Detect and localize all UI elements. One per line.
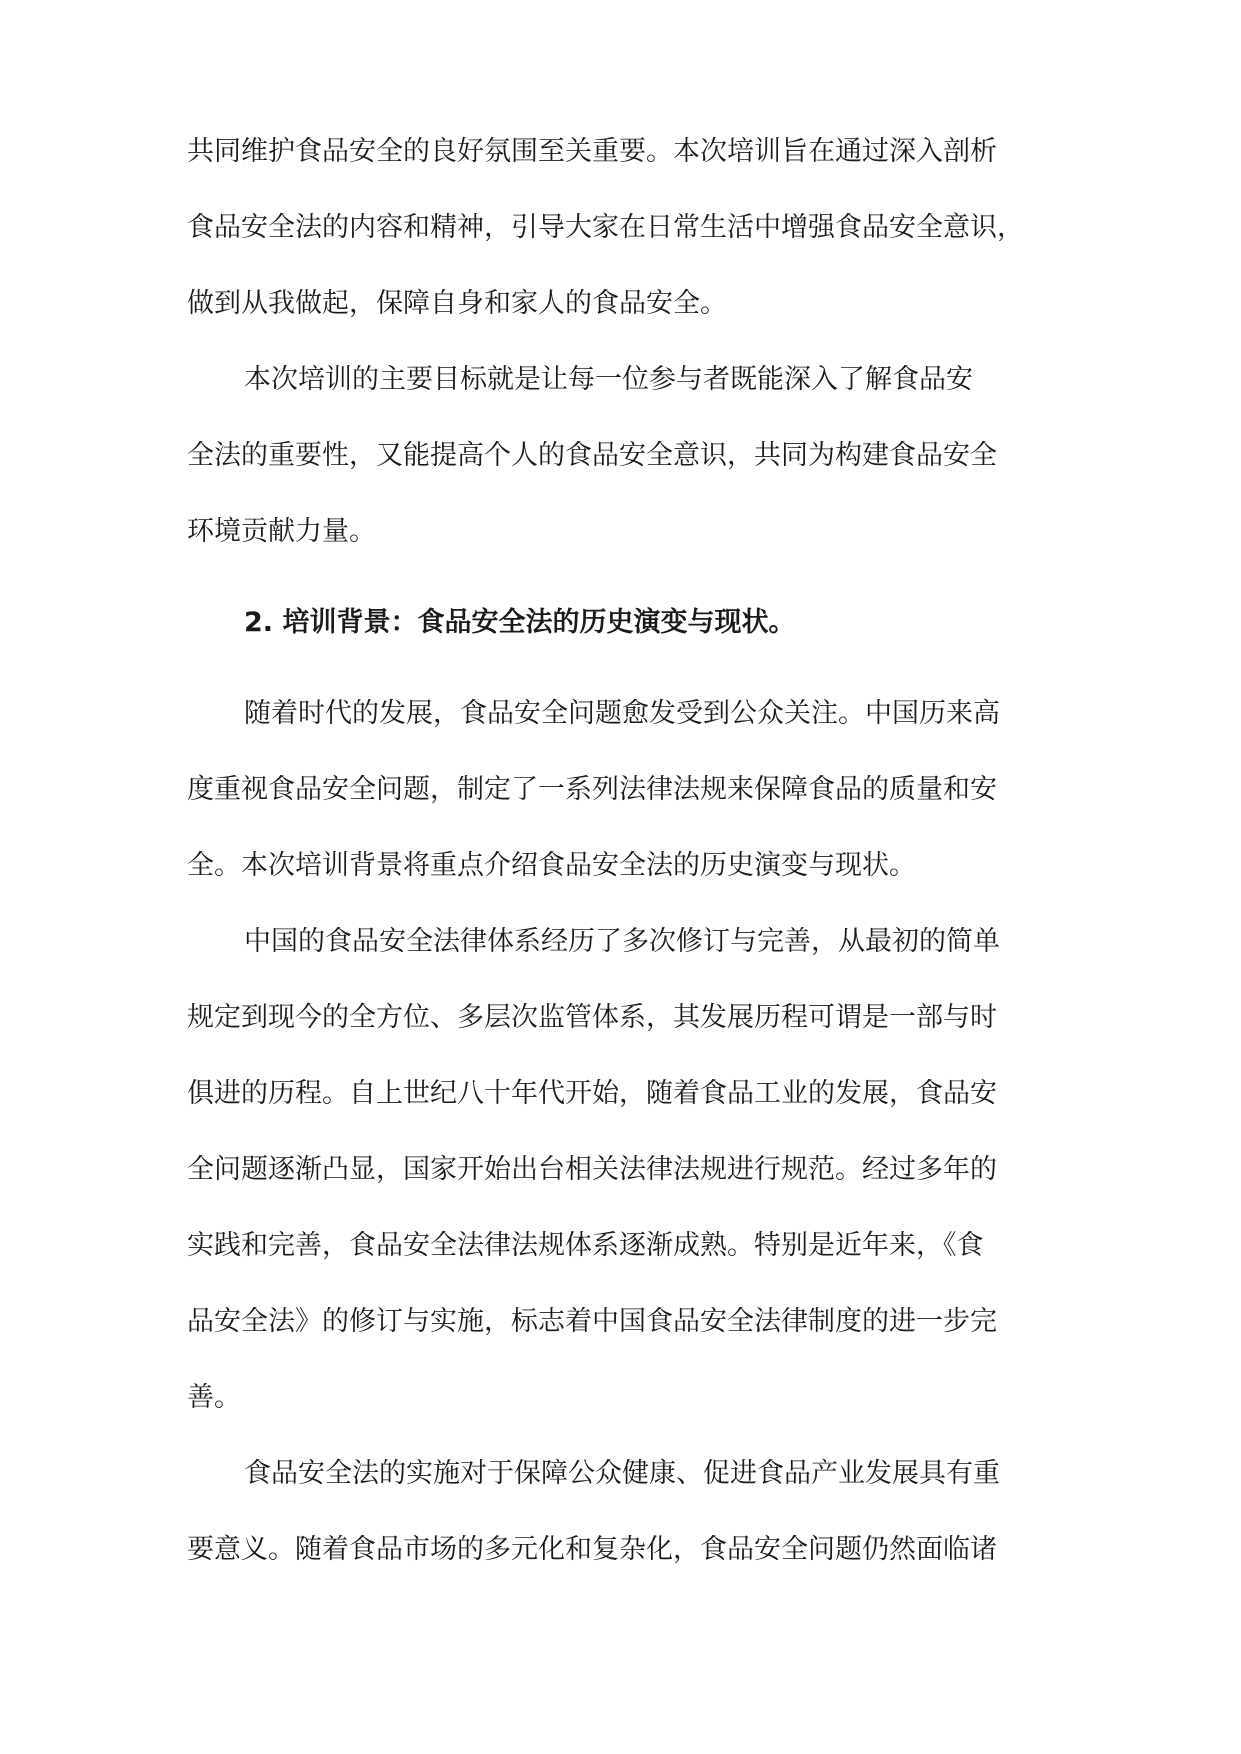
paragraph-line: 度重视食品安全问题，制定了一系列法律法规来保障食品的质量和安 — [187, 774, 997, 805]
paragraph-line: 本次培训的主要目标就是让每一位参与者既能深入了解食品安 — [244, 364, 973, 395]
paragraph-line: 实践和完善，食品安全法律法规体系逐渐成熟。特别是近年来，《食 — [187, 1230, 984, 1261]
paragraph-line: 善。 — [187, 1382, 241, 1413]
paragraph-line: 全法的重要性，又能提高个人的食品安全意识，共同为构建食品安全 — [187, 440, 997, 471]
paragraph-line: 食品安全法的实施对于保障公众健康、促进食品产业发展具有重 — [244, 1458, 1000, 1489]
paragraph-line: 俱进的历程。自上世纪八十年代开始，随着食品工业的发展，食品安 — [187, 1078, 997, 1109]
paragraph-line: 规定到现今的全方位、多层次监管体系，其发展历程可谓是一部与时 — [187, 1002, 997, 1033]
paragraph-line: 中国的食品安全法律体系经历了多次修订与完善，从最初的简单 — [244, 926, 1000, 957]
paragraph-line: 全问题逐渐凸显，国家开始出台相关法律法规进行规范。经过多年的 — [187, 1154, 997, 1185]
paragraph-line: 共同维护食品安全的良好氛围至关重要。本次培训旨在通过深入剖析 — [187, 136, 997, 167]
paragraph-line: 食品安全法的内容和精神，引导大家在日常生活中增强食品安全意识， — [187, 212, 1024, 243]
paragraph-line: 环境贡献力量。 — [187, 516, 376, 547]
paragraph-line: 全。本次培训背景将重点介绍食品安全法的历史演变与现状。 — [187, 850, 916, 881]
paragraph-line: 随着时代的发展，食品安全问题愈发受到公众关注。中国历来高 — [244, 698, 1000, 729]
paragraph-line: 品安全法》的修订与实施，标志着中国食品安全法律制度的进一步完 — [187, 1306, 997, 1337]
paragraph-line: 做到从我做起，保障自身和家人的食品安全。 — [187, 288, 727, 319]
paragraph-line: 要意义。随着食品市场的多元化和复杂化，食品安全问题仍然面临诸 — [187, 1534, 997, 1565]
section-heading: 2. 培训背景：食品安全法的历史演变与现状。 — [244, 607, 796, 638]
